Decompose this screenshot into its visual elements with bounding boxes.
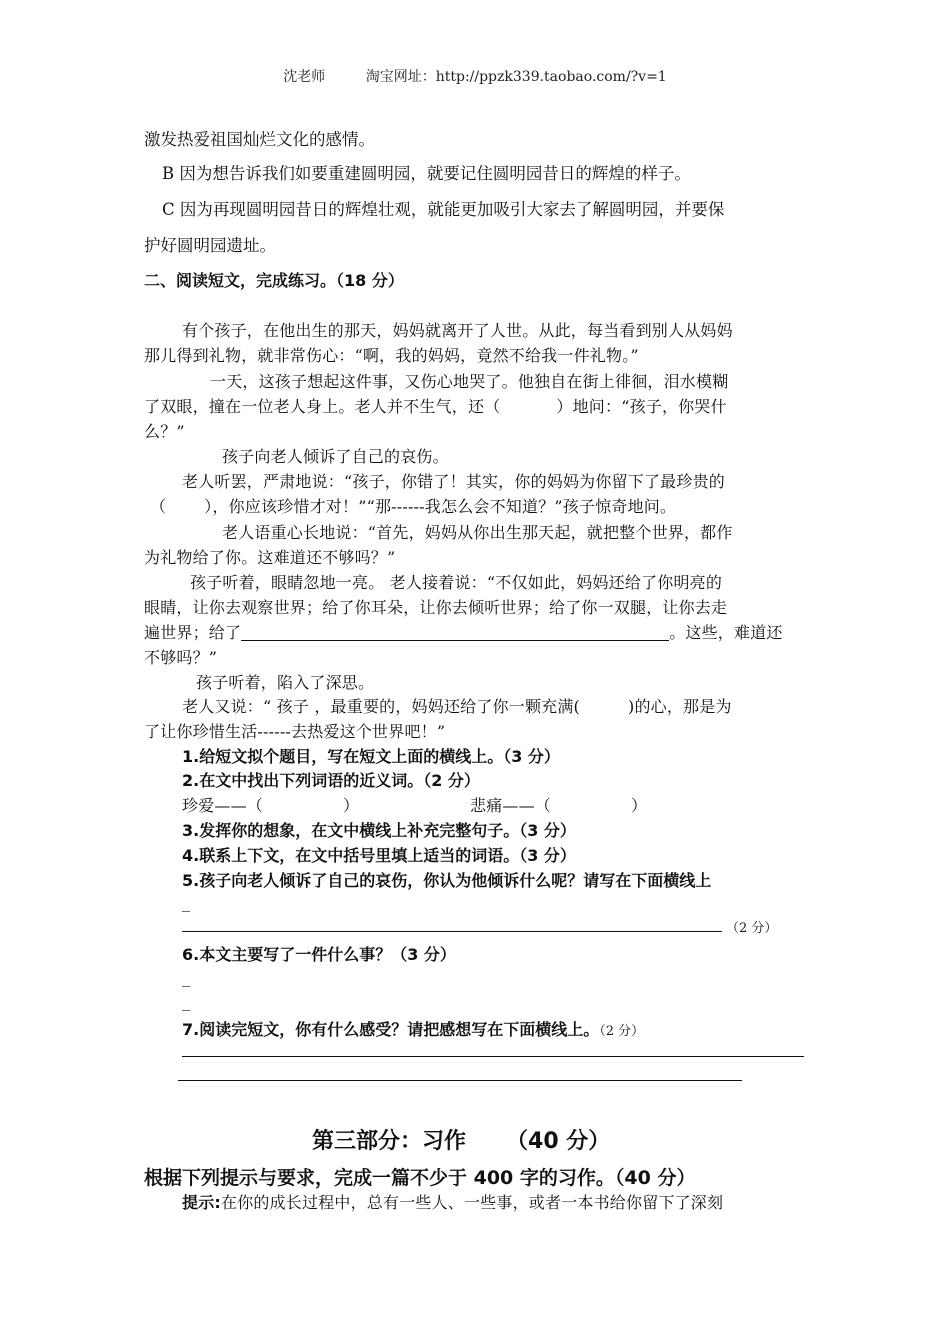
q2b-pre: 悲痛——（	[470, 796, 552, 815]
prev-line1: 激发热爱祖国灿烂文化的感情。	[144, 130, 375, 149]
story-p7: 孩子听着，陷入了深思。	[196, 673, 375, 692]
story-p1b: 那儿得到礼物，就非常伤心：“啊，我的妈妈，竟然不给我一件礼物。”	[144, 346, 639, 365]
story-p8a-post: )的心，那是为	[628, 697, 732, 716]
story-p8a	[182, 694, 732, 717]
story-p6a: 孩子听着，眼睛忽地一亮。 老人接着说：“不仅如此，妈妈还给了你明亮的	[190, 573, 723, 592]
part3-score: （40 分）	[506, 1129, 611, 1154]
prev-option-c-line2: 护好圆明园遗址。	[144, 236, 276, 255]
part3-hint	[182, 1190, 723, 1213]
question-6: 6.本文主要写了一件什么事？（3 分）	[182, 945, 456, 964]
story-p2a: 一天，这孩子想起这件事，又伤心地哭了。他独自在街上徘徊，泪水模糊	[210, 372, 729, 391]
hint-label: 提示:	[182, 1193, 221, 1212]
page-header	[0, 66, 950, 86]
hint-text: 在你的成长过程中，总有一些人、一些事，或者一本书给你留下了深刻	[221, 1193, 724, 1212]
section2-title: 二、阅读短文，完成练习。（18 分）	[144, 271, 404, 290]
story-p4b-pre: （	[150, 497, 167, 516]
q6-mark-2: _	[182, 992, 191, 1011]
story-p4b-post: ），你应该珍惜才对！”“那------我怎么会不知道？”孩子惊奇地问。	[204, 497, 677, 516]
q5-score: （2 分）	[726, 921, 778, 936]
part3-title: 第三部分：习作	[312, 1129, 467, 1154]
question-4: 4.联系上下文，在文中括号里填上适当的词语。（3 分）	[182, 846, 576, 865]
q2a-pre: 珍爱——（	[182, 796, 264, 815]
story-p8a-pre: 老人又说：“ 孩子 ，最重要的，妈妈还给了你一颗充满(	[182, 697, 580, 716]
question-2-item-a	[182, 793, 359, 816]
q7-answer-line-1[interactable]	[182, 1056, 804, 1057]
header-shop-url: 淘宝网址：http://ppzk339.taobao.com/?v=1	[365, 69, 667, 85]
prev-option-c-line1: C 因为再现圆明园昔日的辉煌壮观，就能更加吸引大家去了解圆明园，并要保	[162, 200, 725, 219]
story-p4a: 老人听罢，严肃地说：“孩子，你错了！其实，你的妈妈为你留下了最珍贵的	[182, 472, 725, 491]
story-p8b: 了让你珍惜生活------去热爱这个世界吧！”	[144, 722, 446, 741]
prev-option-b: B 因为想告诉我们如要重建圆明园，就要记住圆明园昔日的辉煌的样子。	[162, 164, 691, 183]
part3-requirement: 根据下列提示与要求，完成一篇不少于 400 字的习作。（40 分）	[144, 1167, 696, 1189]
header-author: 沈老师	[283, 69, 326, 85]
part3-title-row	[312, 1124, 610, 1155]
story-p6c-post: 。这些，难道还	[669, 623, 783, 642]
question-1: 1.给短文拟个题目，写在短文上面的横线上。（3 分）	[182, 747, 560, 766]
story-p6c	[144, 620, 783, 643]
question-2-item-b	[470, 793, 647, 816]
question-5: 5.孩子向老人倾诉了自己的哀伤，你认为他倾诉什么呢？请写在下面横线上	[182, 871, 712, 890]
q7-text: 7.阅读完短文，你有什么感受？请把感想写在下面横线上。	[182, 1020, 600, 1039]
story-p6d: 不够吗？”	[144, 648, 218, 667]
fill-in-line[interactable]	[241, 624, 669, 641]
story-p6b: 眼睛，让你去观察世界；给了你耳朵，让你去倾听世界；给了你一双腿，让你去走	[144, 598, 728, 617]
q7-score: （2 分）	[599, 1024, 645, 1039]
q5-answer-line[interactable]	[182, 931, 722, 932]
story-p3: 孩子向老人倾诉了自己的哀伤。	[222, 447, 449, 466]
story-p2b	[144, 394, 727, 417]
question-3: 3.发挥你的想象，在文中横线上补充完整句子。（3 分）	[182, 821, 576, 840]
story-p5a: 老人语重心长地说：“首先，妈妈从你出生那天起，就把整个世界，都作	[222, 523, 733, 542]
q2a-post: ）	[343, 796, 360, 815]
q6-mark-1: _	[182, 968, 191, 987]
story-p6c-pre: 遍世界；给了	[144, 623, 242, 642]
story-p2b-post: ）地问：“孩子，你哭什	[556, 397, 727, 416]
story-p2b-pre: 了双眼，撞在一位老人身上。老人并不生气，还（	[144, 397, 501, 416]
story-p5b: 为礼物给了你。这难道还不够吗？”	[144, 548, 396, 567]
q2b-post: ）	[631, 796, 648, 815]
story-p1a: 有个孩子，在他出生的那天，妈妈就离开了人世。从此，每当看到别人从妈妈	[182, 321, 733, 340]
question-7	[182, 1017, 644, 1040]
story-p4b	[150, 494, 676, 517]
q7-answer-line-2[interactable]	[178, 1080, 742, 1081]
story-p2c: 么？”	[144, 422, 185, 441]
q5-mark: _	[182, 893, 191, 912]
question-2: 2.在文中找出下列词语的近义词。（2 分）	[182, 771, 480, 790]
